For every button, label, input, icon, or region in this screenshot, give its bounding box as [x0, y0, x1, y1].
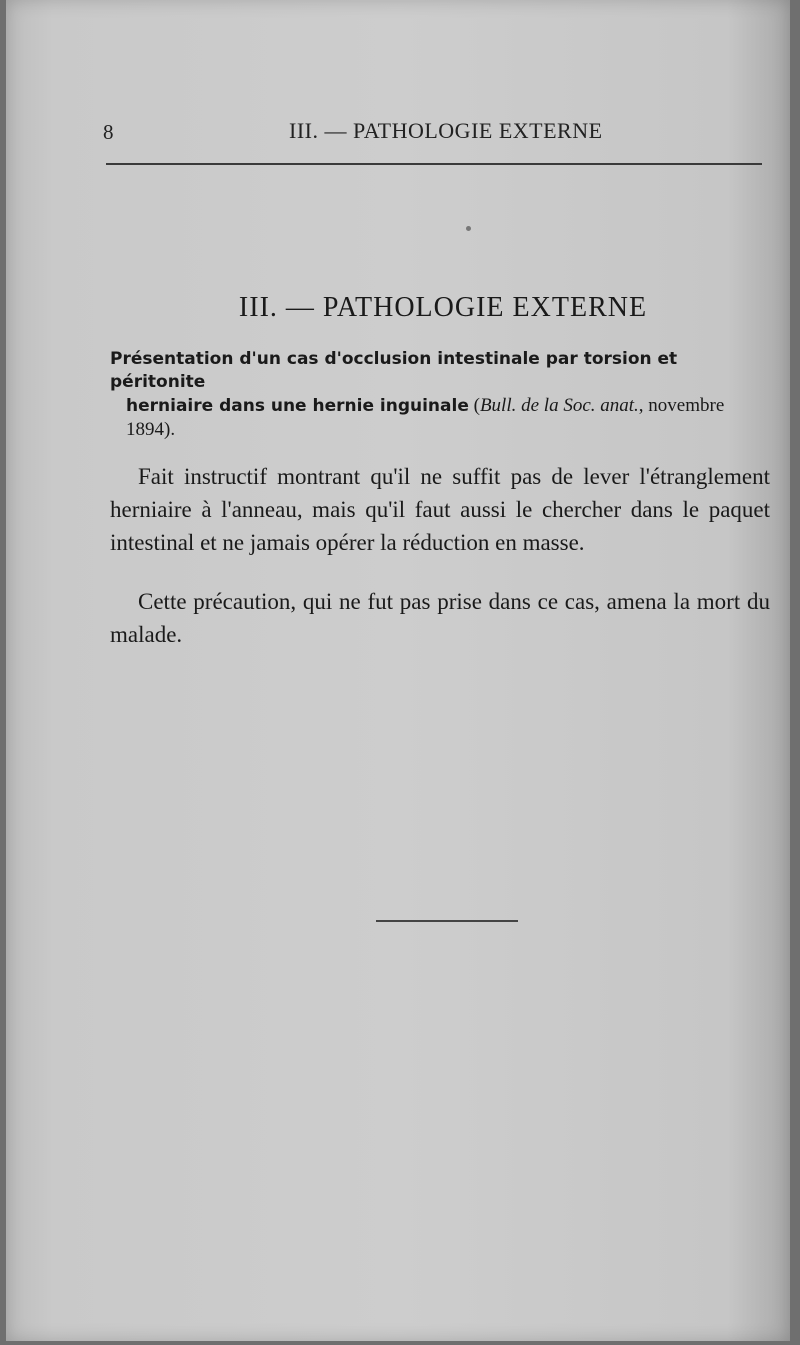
summary-rest-text: herniaire dans une hernie inguinale: [126, 396, 469, 416]
section-title: III. — PATHOLOGIE EXTERNE: [238, 292, 648, 323]
summary-lead: Présentation d'un cas d'occlusion intestinale par torsion et péritonite: [110, 349, 678, 392]
body-paragraph-2: Cette précaution, qui ne fut pas prise dans ce cas, amena la mort du malade.: [110, 589, 770, 647]
document-page: [6, 0, 790, 1341]
citation-date: , novembre 1894).: [126, 395, 725, 440]
page-number: 8: [103, 120, 114, 144]
article-summary: [110, 348, 770, 442]
citation-source: Bull. de la Soc. anat.: [479, 395, 639, 416]
ink-spot: [466, 226, 471, 231]
running-header-title: III. — PATHOLOGIE EXTERNE: [289, 118, 603, 143]
closing-rule: [376, 920, 518, 922]
citation-open: (: [468, 395, 480, 416]
body-paragraph-1: Fait instructif montrant qu'il ne suffit pas de lever l'étranglement herniaire à l'anneau, mais qu'il faut aussi le chercher dans le paquet intestinal et ne jamais opérer la réduction en masse.: [110, 464, 770, 555]
header-rule: [106, 163, 762, 165]
summary-continuation: [110, 394, 770, 442]
